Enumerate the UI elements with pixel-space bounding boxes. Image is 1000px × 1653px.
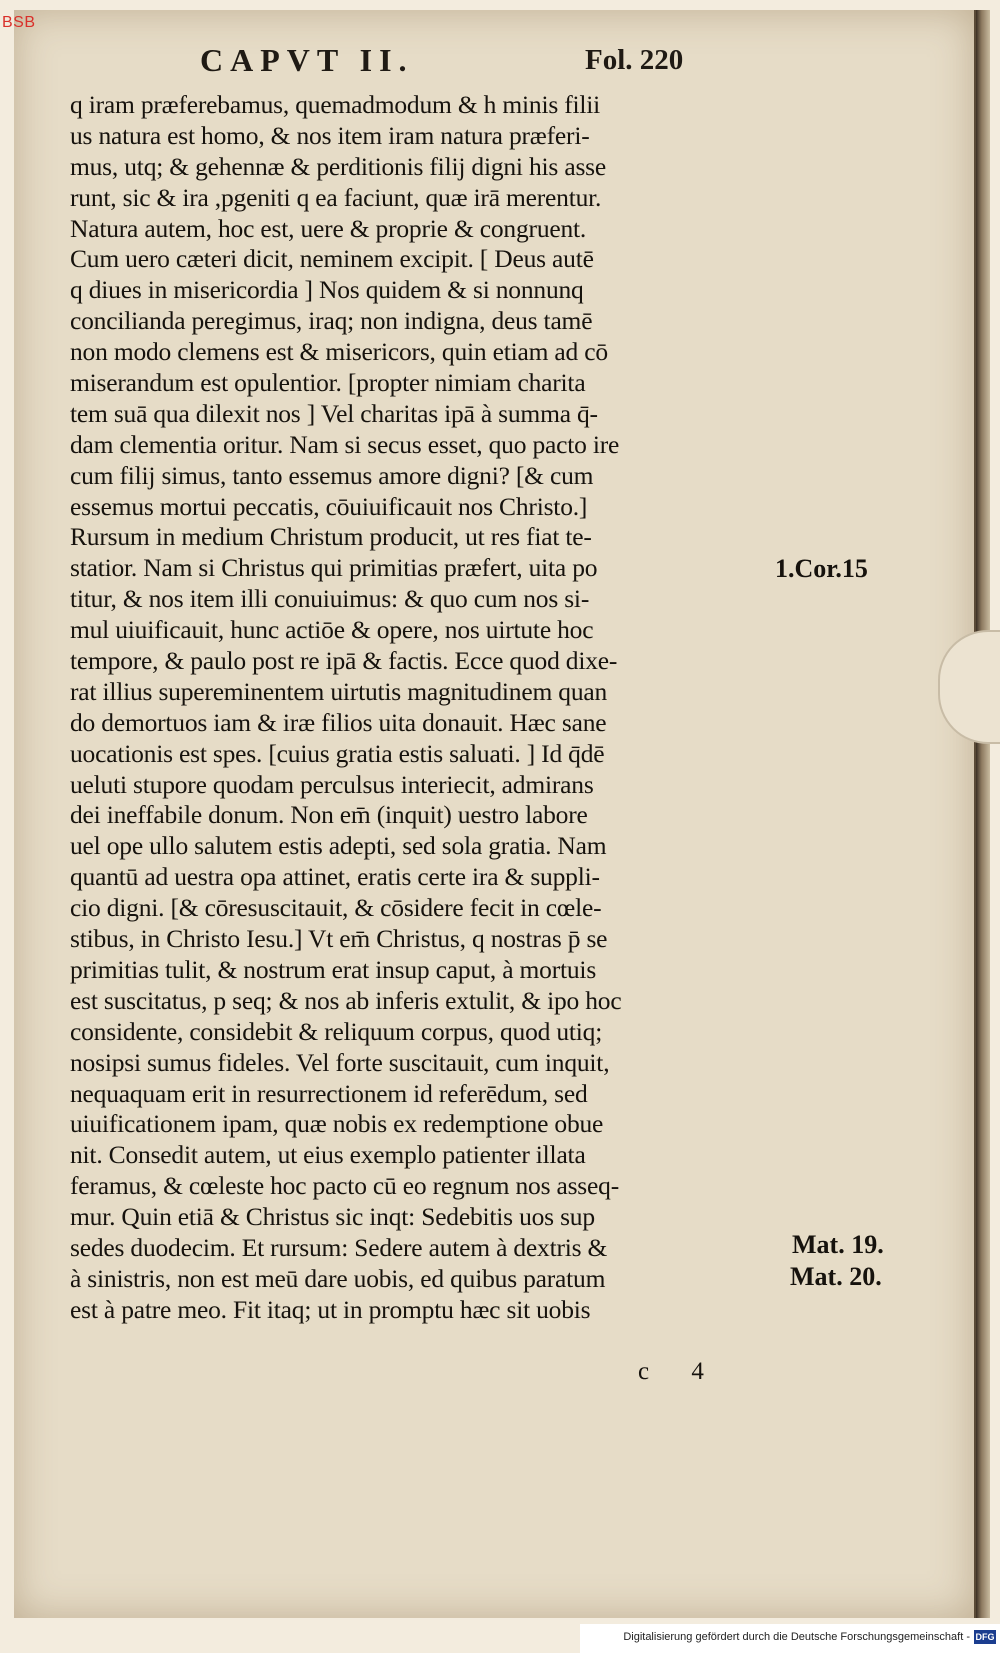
dfg-logo: DFG [975,1632,995,1642]
page-edge [976,10,990,1618]
text-line: est à patre meo. Fit itaq; ut in promptu hæc sit uobis [70,1294,591,1324]
text-line: mur. Quin etiā & Christus sic inqt: Sedebitis uos sup [70,1202,595,1232]
text-line: ueluti stupore quodam perculsus interiecit, admirans [70,769,594,799]
margin-note-mat20: Mat. 20. [790,1262,882,1291]
text-line: dam clementia oritur. Nam si secus esset, quo pacto ire [70,429,620,459]
text-line: est suscitatus, p seq; & nos ab inferis extulit, & ipo hoc [70,985,622,1015]
text-line: à sinistris, non est meū dare uobis, ed quibus paratum [70,1263,606,1293]
text-line: concilianda peregimus, iraq; non indigna, deus tamē [70,306,593,336]
text-line: considente, considebit & reliquum corpus, quod utiq; [70,1016,603,1046]
text-line: uiuificationem ipam, quæ nobis ex redemptione obue [70,1109,604,1139]
text-line: dei ineffabile donum. Non em̄ (inquit) uestro labore [70,800,588,830]
folio-number: Fol. 220 [585,44,684,76]
text-line: q iram præferebamus, quemadmodum & h minis filii [70,90,601,119]
text-line: Cum uero cæteri dicit, neminem excipit. [ Deus autē [70,244,594,274]
footer-credit: Digitalisierung gefördert durch die Deutsche Forschungsgemeinschaft - [623,1631,970,1643]
text-line: non modo clemens est & misericors, quin etiam ad cō [70,337,608,367]
text-line: mus, utq; & gehennæ & perditionis filij digni his asse [70,151,607,181]
text-line: cio digni. [& cōresuscitauit, & cōsidere fecit in cœle- [70,893,602,923]
text-line: primitias tulit, & nostrum erat insup caput, à mortuis [70,954,597,984]
text-line: nit. Consedit autem, ut eius exemplo patienter illata [70,1140,586,1170]
text-line: nequaquam erit in resurrectionem id referēdum, sed [70,1078,588,1108]
body-text [70,90,790,1326]
text-line: rat illius supereminentem uirtutis magnitudinem quan [70,676,608,706]
text-line: cum filij simus, tanto essemus amore digni? [& cum [70,460,594,490]
text-line: nosipsi sumus fideles. Vel forte suscitauit, cum inquit, [70,1047,610,1077]
text-line: sedes duodecim. Et rursum: Sedere autem à dextris & [70,1232,608,1262]
text-line: q diues in misericordia ] Nos quidem & si nonnunq [70,275,584,305]
page-header [200,42,720,86]
text-line: runt, sic & ira ,pgeniti q ea faciunt, quæ irā merentur. [70,182,602,212]
text-line: us natura est homo, & nos item iram natura præferi- [70,120,590,150]
text-line: mul uiuificauit, hunc actiōe & opere, nos uirtute hoc [70,615,594,645]
text-line: essemus mortui peccatis, cōuiuificauit nos Christo.] [70,491,588,521]
text-line: Natura autem, hoc est, uere & proprie & congruent. [70,213,587,243]
text-line: Rursum in medium Christum producit, ut res fiat te- [70,522,592,552]
text-line: uel ope ullo salutem estis adepti, sed sola gratia. Nam [70,831,607,861]
running-title: CAPVT II. [200,42,414,78]
footer-bar [580,1624,1000,1653]
text-line: uocationis est spes. [cuius gratia estis saluati. ] Id q̄dē [70,738,605,768]
text-line: miserandum est opulentior. [propter nimiam charita [70,368,586,398]
text-line: statior. Nam si Christus qui primitias præfert, uita po [70,553,598,583]
library-badge: BSB [2,14,36,31]
signature-mark: c 4 [638,1358,722,1385]
text-line: do demortuos iam & iræ filios uita donauit. Hæc sane [70,707,607,737]
text-line: tempore, & paulo post re ipā & factis. Ecce quod dixe- [70,646,618,676]
text-line: stibus, in Christo Iesu.] Vt em̄ Christus, q nostras p̄ se [70,924,608,954]
text-line: tem suā qua dilexit nos ] Vel charitas ipā à summa q̄- [70,398,598,428]
text-line: feramus, & cœleste hoc pacto cū eo regnum nos asseq- [70,1171,619,1201]
text-line: quantū ad uestra opa attinet, eratis certe ira & suppli- [70,862,600,892]
margin-note-mat19: Mat. 19. [792,1230,884,1259]
margin-note-1cor: 1.Cor.15 [775,554,868,583]
text-line: titur, & nos item illi conuiuimus: & quo cum nos si- [70,584,590,614]
